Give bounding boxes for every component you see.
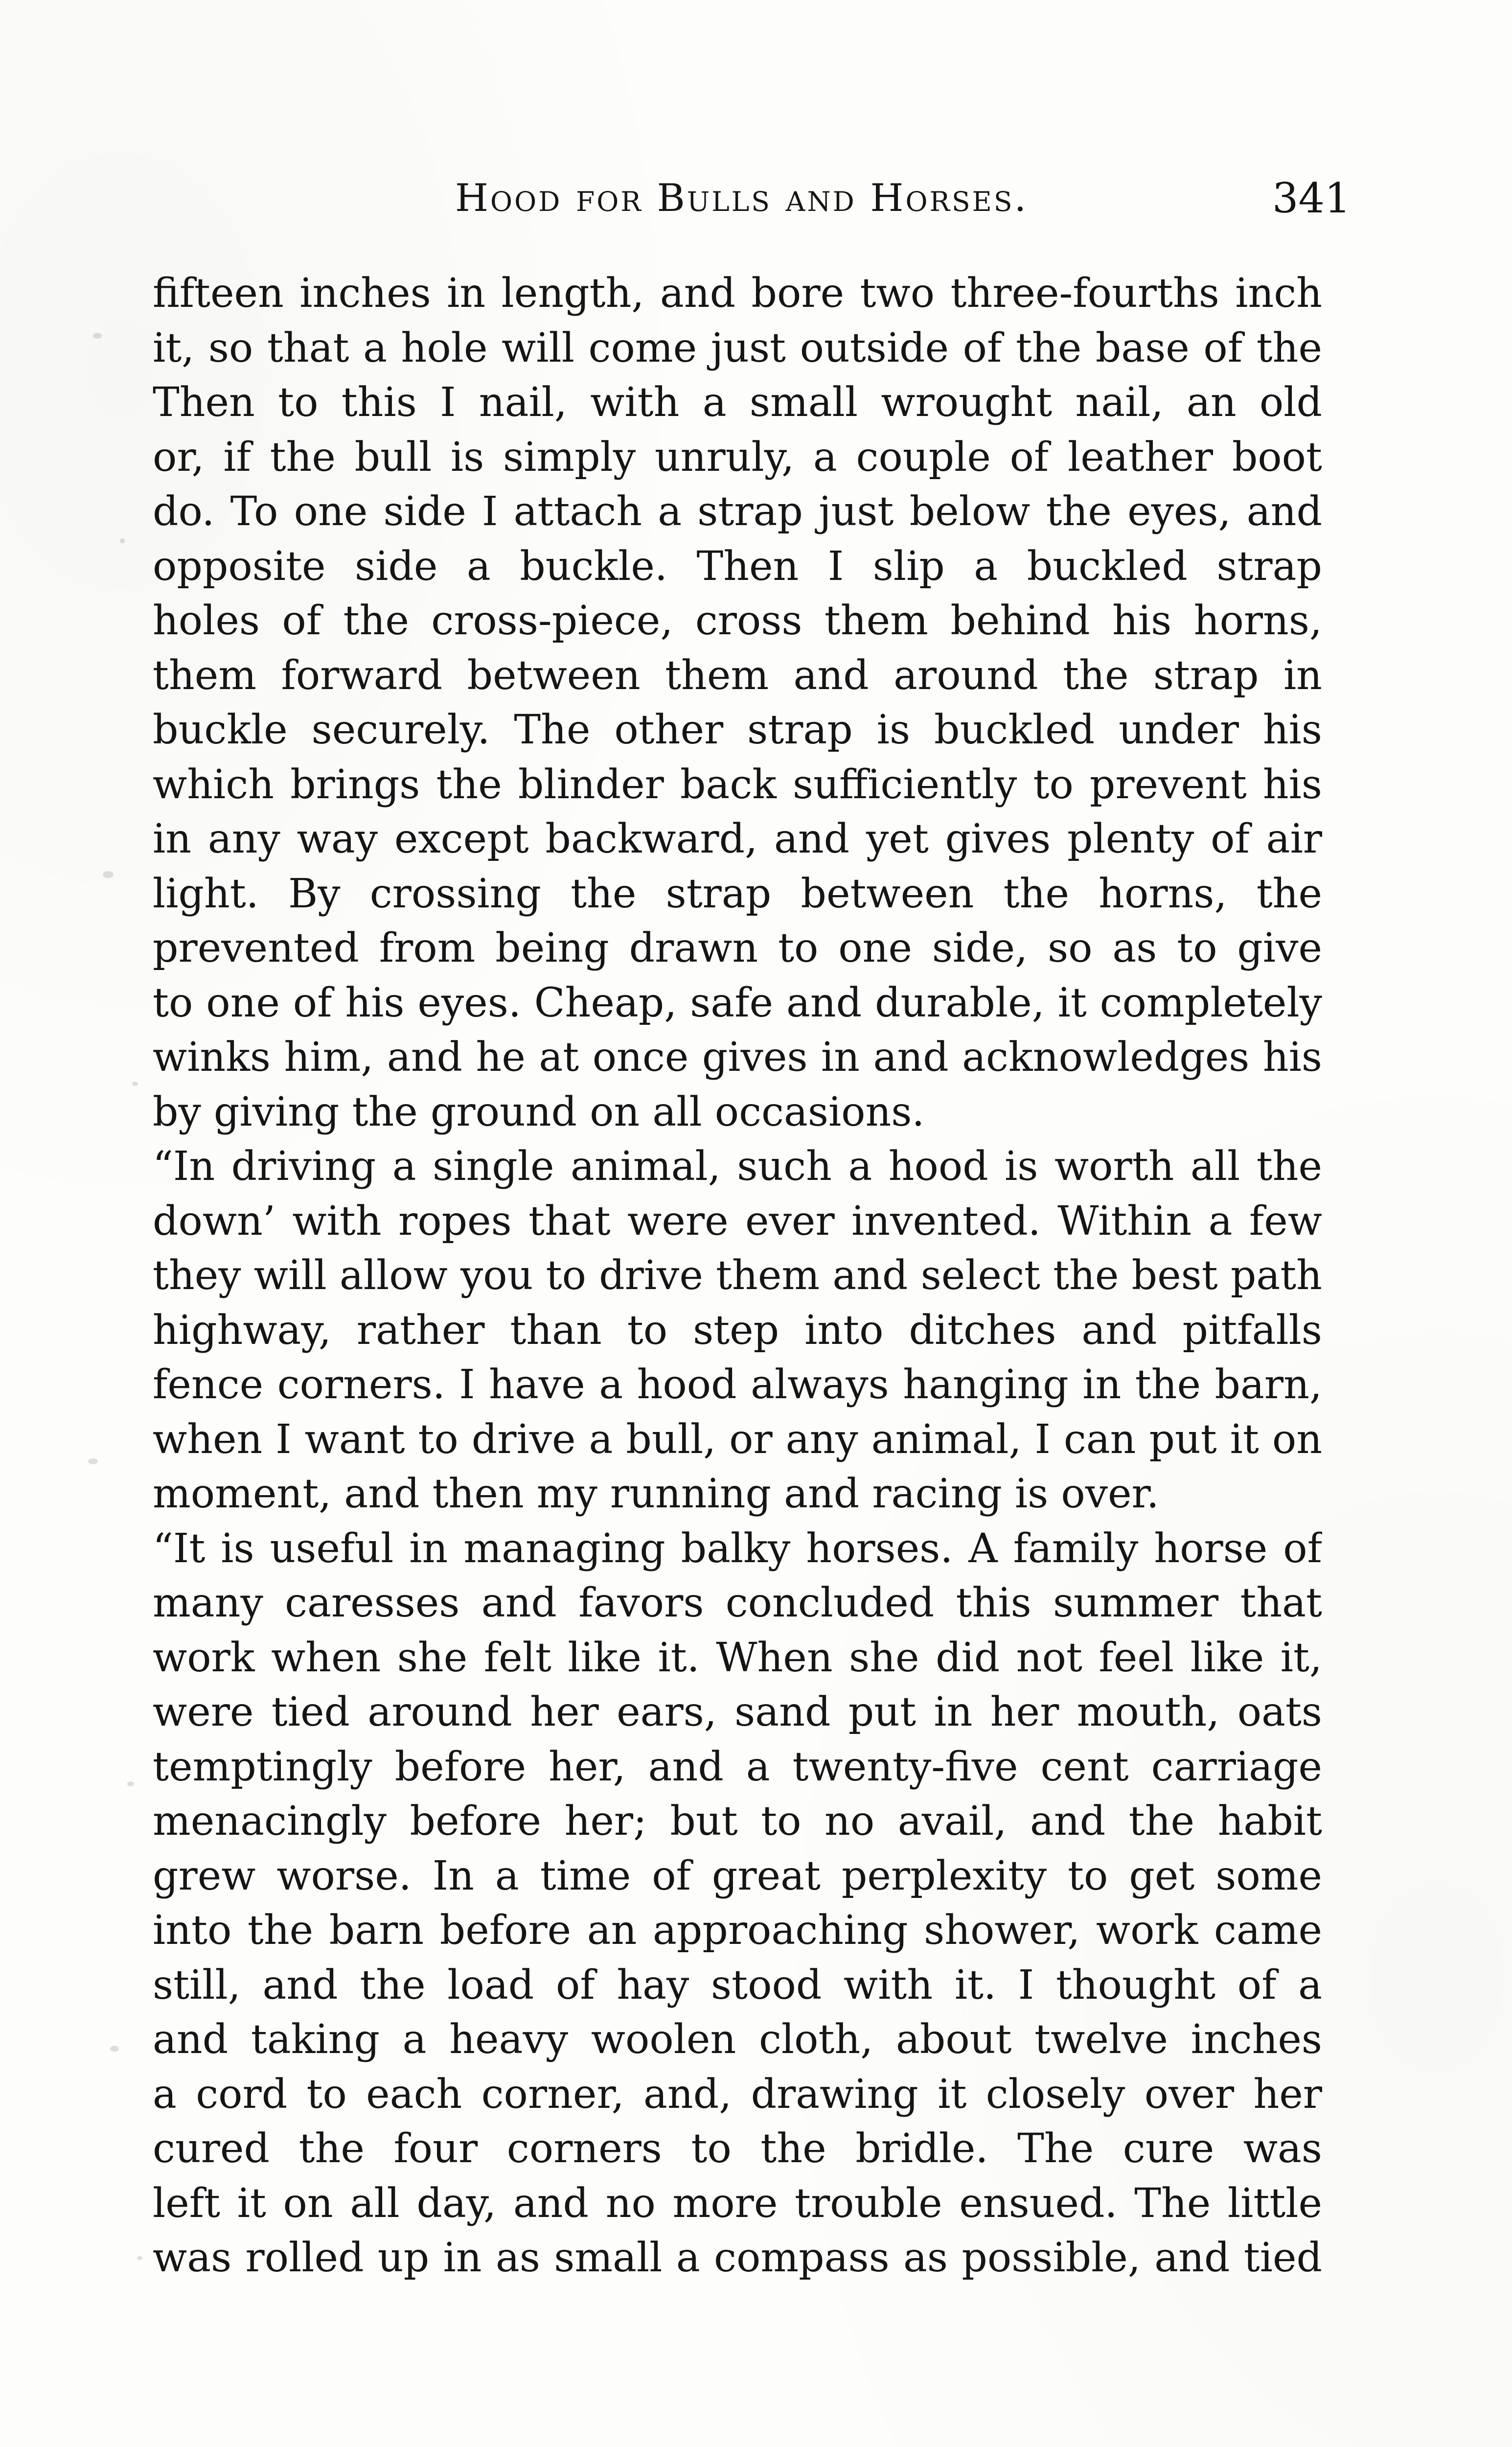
- text-line: a cord to each corner, and, drawing it closely over her: [153, 2071, 1322, 2118]
- text-line: prevented from being drawn to one side, so as to give: [153, 925, 1322, 971]
- text-line: “It is useful in managing balky horses. A family horse of: [153, 1525, 1322, 1572]
- page-header: [0, 176, 1512, 235]
- text-line: them forward between them and around the strap in: [153, 652, 1322, 699]
- text-line: in any way except backward, and yet gives plenty of air: [153, 816, 1322, 862]
- text-line: or, if the bull is simply unruly, a couple of leather boot: [153, 434, 1322, 481]
- text-line: and taking a heavy woolen cloth, about twelve inches: [153, 2016, 1322, 2063]
- text-line: fifteen inches in length, and bore two three-fourths inch: [153, 270, 1322, 317]
- text-line: moment, and then my running and racing is over.: [153, 1471, 1159, 1517]
- text-line: it, so that a hole will come just outside of the base of the: [153, 325, 1322, 371]
- text-line: holes of the cross-piece, cross them behind his horns,: [153, 598, 1322, 644]
- text-line: were tied around her ears, sand put in her mouth, oats: [153, 1689, 1322, 1735]
- text-line: by giving the ground on all occasions.: [153, 1089, 925, 1135]
- text-line: menacingly before her; but to no avail, and the habit: [153, 1798, 1322, 1845]
- text-line: buckle securely. The other strap is buckled under his: [153, 707, 1322, 753]
- text-line: many caresses and favors concluded this summer that: [153, 1580, 1322, 1626]
- text-line: left it on all day, and no more trouble ensued. The little: [153, 2180, 1322, 2227]
- text-line: winks him, and he at once gives in and acknowledges his: [153, 1034, 1322, 1081]
- text-line: highway, rather than to step into ditches and pitfalls: [153, 1307, 1322, 1354]
- text-line: light. By crossing the strap between the horns, the: [153, 871, 1322, 917]
- text-line: they will allow you to drive them and select the best path: [153, 1252, 1322, 1299]
- text-line: cured the four corners to the bridle. The cure was: [153, 2125, 1322, 2172]
- text-line: opposite side a buckle. Then I slip a buckled strap: [153, 543, 1322, 590]
- text-line: was rolled up in as small a compass as possible, and tied: [153, 2235, 1322, 2281]
- text-line: when I want to drive a bull, or any animal, I can put it on: [153, 1416, 1322, 1463]
- text-line: “In driving a single animal, such a hood is worth all the: [153, 1143, 1322, 1190]
- text-line: temptingly before her, and a twenty-five cent carriage: [153, 1744, 1322, 1790]
- text-line: still, and the load of hay stood with it. I thought of a: [153, 1962, 1322, 2008]
- text-line: which brings the blinder back sufficiently to prevent his: [153, 762, 1322, 808]
- text-line: into the barn before an approaching shower, work came: [153, 1907, 1322, 1954]
- text-line: Then to this I nail, with a small wrought nail, an old: [153, 379, 1322, 426]
- running-head: Hood for Bulls and Horses.: [455, 176, 1029, 220]
- text-line: fence corners. I have a hood always hanging in the barn,: [153, 1362, 1322, 1408]
- page-number: 341: [1272, 174, 1351, 222]
- text-line: do. To one side I attach a strap just below the eyes, and: [153, 488, 1322, 535]
- text-line: grew worse. In a time of great perplexity to get some: [153, 1853, 1322, 1899]
- text-line: down’ with ropes that were ever invented. Within a few: [153, 1198, 1322, 1245]
- text-line: work when she felt like it. When she did not feel like it,: [153, 1635, 1322, 1681]
- text-line: to one of his eyes. Cheap, safe and durable, it completely: [153, 980, 1322, 1026]
